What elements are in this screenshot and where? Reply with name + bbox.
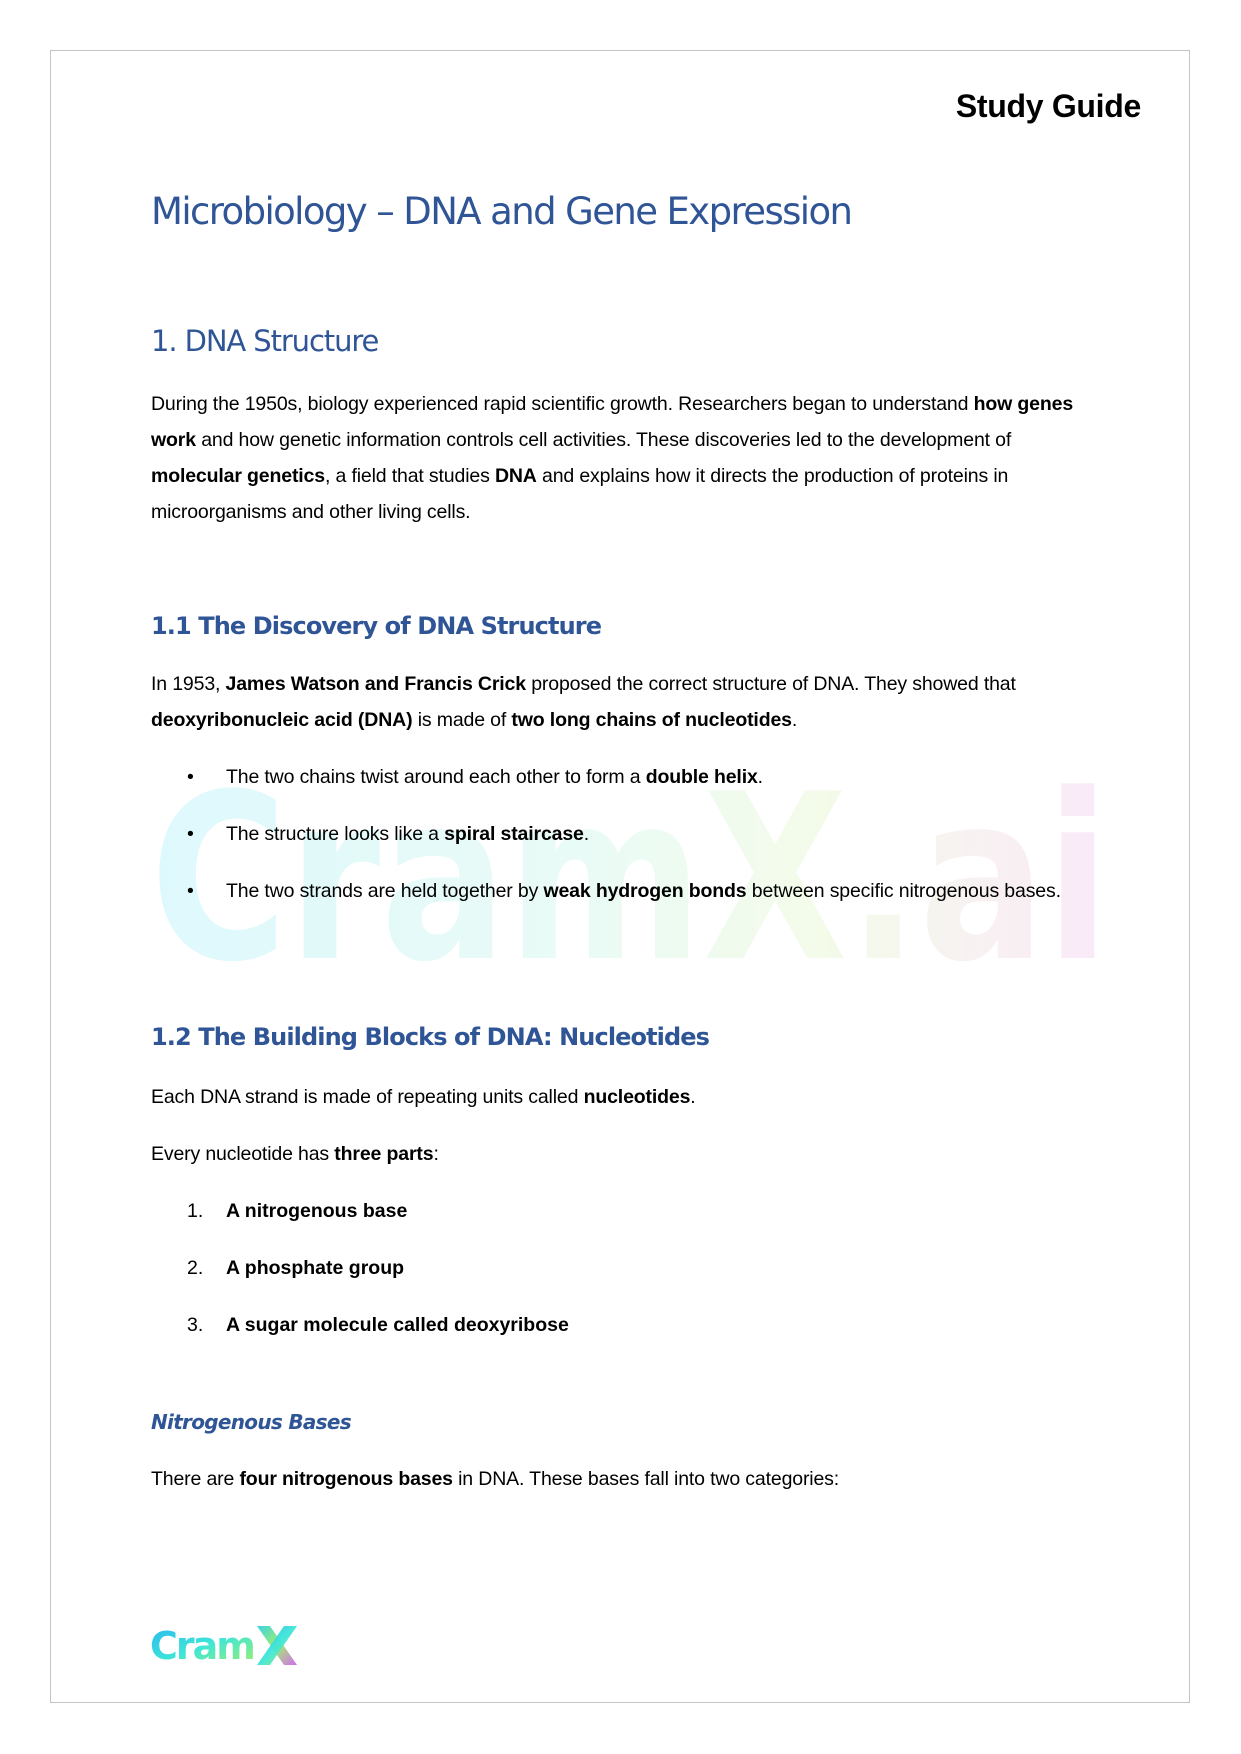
bold-term: DNA [494,465,537,487]
text-run: : [433,1143,439,1165]
bold-term: James Watson and Francis Crick [225,673,526,695]
text-run: During the 1950s, biology experienced rapid scientific growth. Researchers began to understand [151,393,974,415]
subsection-heading-nucleotides: 1.2 The Building Blocks of DNA: Nucleotides [151,1023,710,1051]
bold-term: deoxyribonucleic acid (DNA) [151,709,413,731]
bullet-text [226,759,1106,795]
three-parts-paragraph [151,1136,1101,1172]
bullet-text [226,816,1106,852]
text-run: . [583,823,590,845]
list-item-text: A nitrogenous base [226,1200,408,1222]
text-run: The two strands are held together by [226,880,544,902]
bullet-marker: • [187,823,194,845]
nucleotides-paragraph [151,1079,1101,1115]
discovery-paragraph [151,666,1101,738]
text-run: . [757,766,763,788]
bold-term: two long chains of nucleotides [511,709,792,731]
bold-term: molecular genetics [151,465,325,487]
text-run: between specific nitrogenous bases. [746,880,1061,902]
intro-paragraph [151,386,1101,530]
bold-term: weak hydrogen bonds [543,880,747,902]
text-run: . [690,1086,696,1108]
list-number: 1. [187,1200,204,1222]
bold-term: three parts [334,1143,434,1165]
text-run: In 1953, [151,673,226,695]
text-run: proposed the correct structure of DNA. They showed that [525,673,1016,695]
text-run: and explains how it directs the production of proteins in microorganisms and other living cells. [151,465,1009,523]
text-run: Every nucleotide has [151,1143,335,1165]
cramx-logo [150,1620,300,1670]
section-heading-dna-structure: 1. DNA Structure [151,324,379,358]
text-run: and how genetic information controls cell activities. These discoveries led to the development of [195,429,1012,451]
subsection-heading-discovery: 1.1 The Discovery of DNA Structure [151,612,602,640]
bold-term: how genes work [151,393,1074,451]
logo-text: Cram [150,1624,254,1668]
bold-term: double helix [645,766,758,788]
text-run: The structure looks like a [226,823,445,845]
subsection-heading-nitrogenous-bases: Nitrogenous Bases [151,1410,351,1434]
bold-term: four nitrogenous bases [239,1468,453,1490]
watermark-text: CramX.ai [150,750,1110,1000]
text-run: , a field that studies [324,465,495,487]
list-item-text: A phosphate group [226,1257,405,1279]
text-run: There are [151,1468,240,1490]
list-item-text: A sugar molecule called deoxyribose [226,1314,569,1336]
list-number: 3. [187,1314,204,1336]
bullet-marker: • [187,880,194,902]
text-run: The two chains twist around each other to form a [226,766,646,788]
text-run: in DNA. These bases fall into two categories: [452,1468,840,1490]
bullet-text [226,873,1106,909]
text-run: is made of [412,709,512,731]
bases-paragraph [151,1461,1101,1497]
text-run: . [791,709,798,731]
logo-x-mark [257,1626,297,1665]
list-number: 2. [187,1257,204,1279]
bold-term: spiral staircase [444,823,584,845]
page-title: Microbiology – DNA and Gene Expression [151,190,852,233]
document-type-label: Study Guide [955,88,1141,124]
bullet-marker: • [187,766,194,788]
text-run: Each DNA strand is made of repeating units called [151,1086,584,1108]
bold-term: nucleotides [583,1086,691,1108]
